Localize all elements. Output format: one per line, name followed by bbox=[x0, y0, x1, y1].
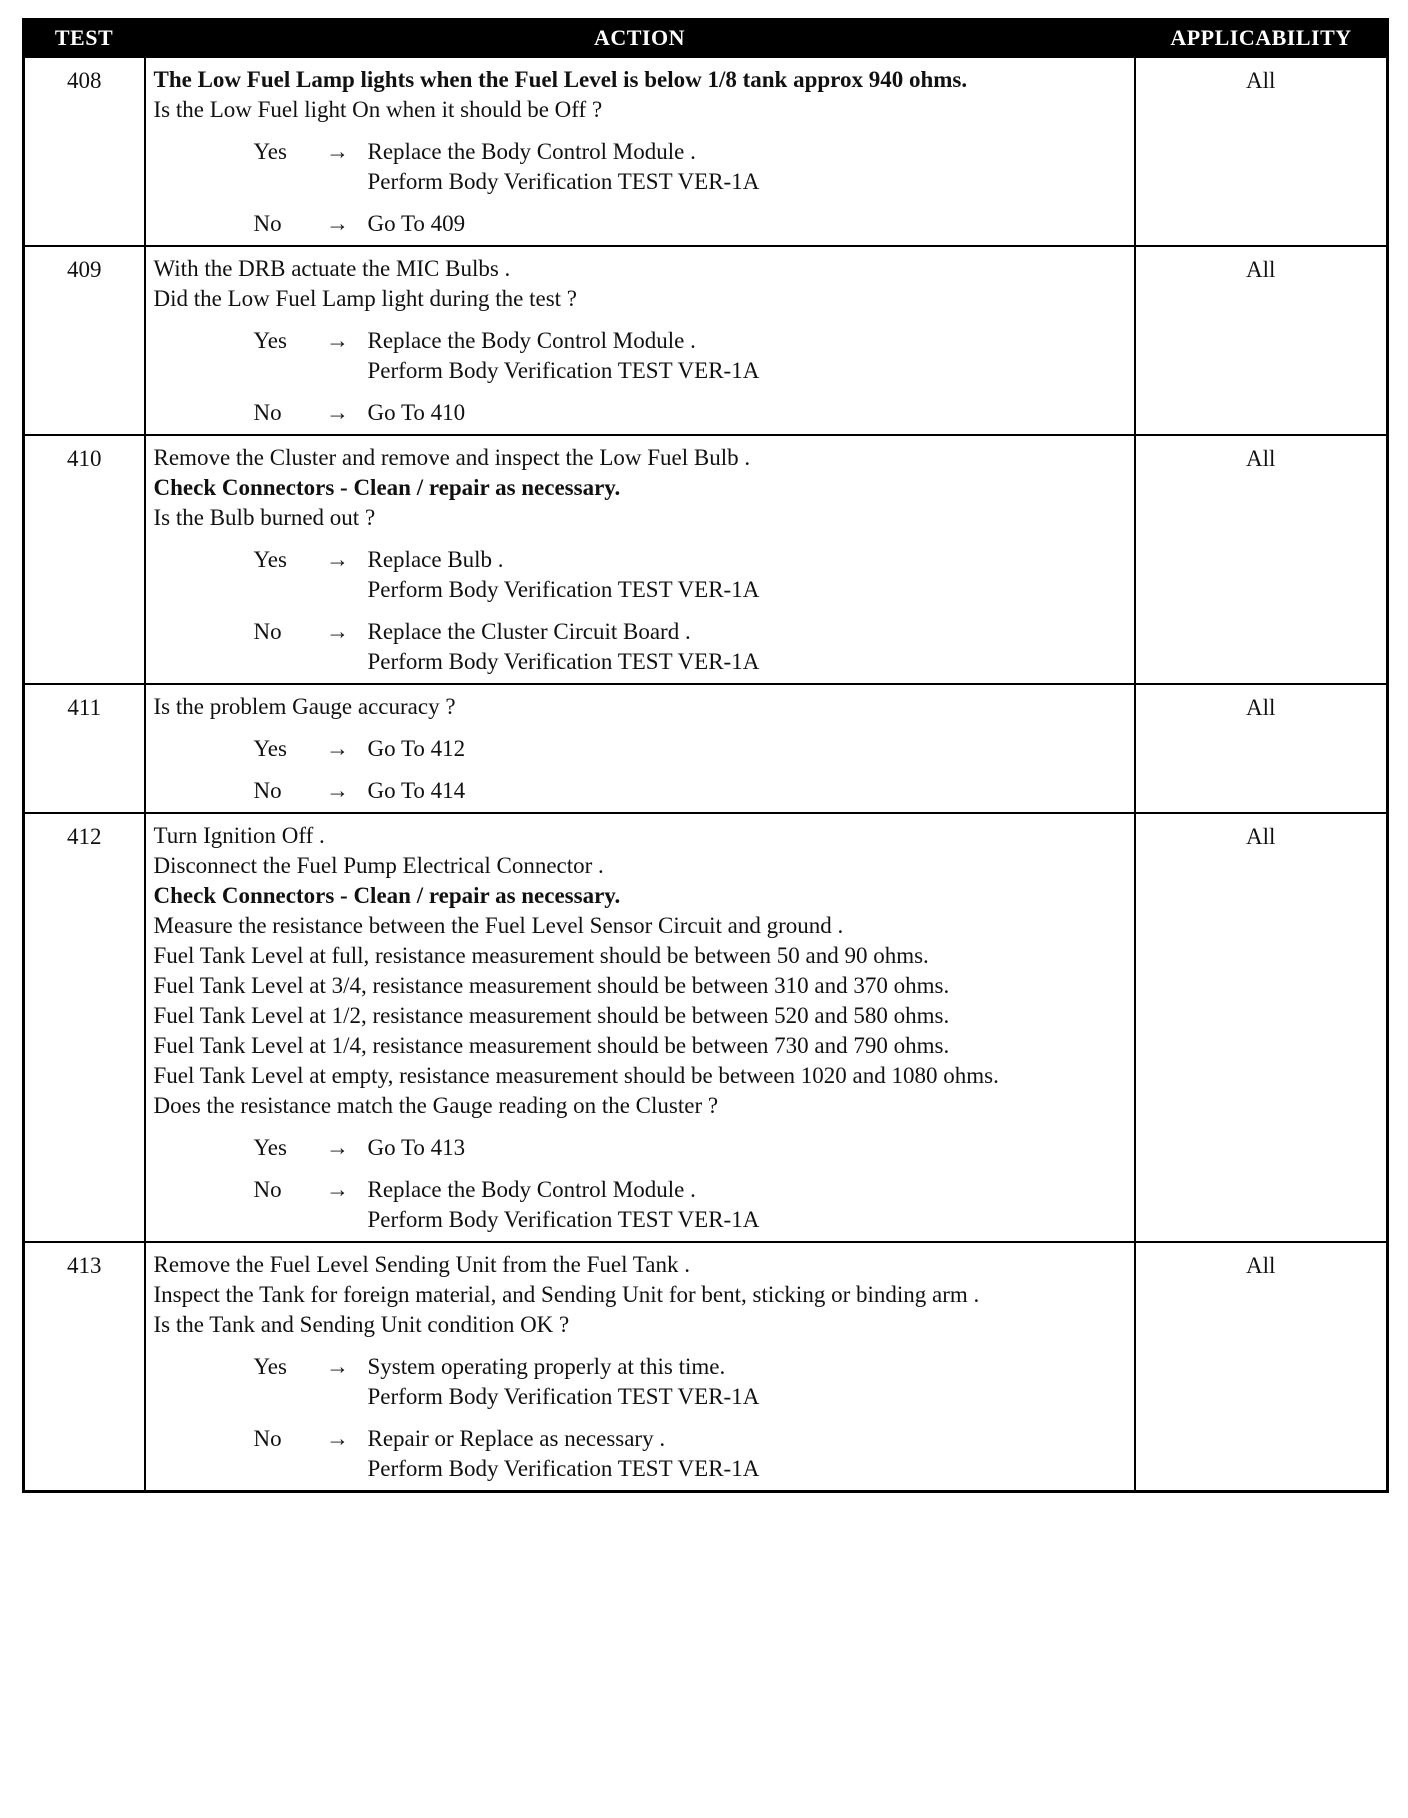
table-row bbox=[24, 246, 1388, 435]
branch-no bbox=[254, 398, 1126, 428]
branch-result bbox=[368, 1352, 1126, 1412]
header-action: ACTION bbox=[145, 20, 1135, 57]
branch-no bbox=[254, 209, 1126, 239]
applicability-cell: All bbox=[1135, 1242, 1388, 1492]
result-line: Perform Body Verification TEST VER-1A bbox=[367, 358, 760, 383]
result-line: Replace the Body Control Module . bbox=[367, 328, 696, 353]
branch-list bbox=[154, 1133, 1126, 1235]
action-cell bbox=[145, 1242, 1135, 1492]
branch-label: No bbox=[253, 778, 282, 803]
table-body bbox=[24, 57, 1388, 1492]
action-text: Fuel Tank Level at 1/2, resistance measurement should be between 520 and 580 ohms. bbox=[153, 1003, 950, 1028]
header-applicability: APPLICABILITY bbox=[1135, 20, 1388, 57]
test-number: 408 bbox=[24, 57, 145, 247]
branch-no bbox=[254, 1175, 1126, 1235]
action-note: Check Connectors - Clean / repair as necessary. bbox=[153, 883, 621, 908]
branch-label: Yes bbox=[253, 139, 287, 164]
arrow-icon: → bbox=[326, 778, 349, 803]
arrow-icon: → bbox=[326, 1426, 349, 1451]
action-text: Is the Low Fuel light On when it should be Off ? bbox=[153, 97, 603, 122]
branch-yes bbox=[254, 734, 1126, 764]
table-row bbox=[24, 813, 1388, 1242]
branch-result bbox=[368, 1133, 1126, 1163]
action-cell bbox=[145, 435, 1135, 684]
branch-no bbox=[254, 776, 1126, 806]
branch-yes bbox=[254, 545, 1126, 605]
header-test: TEST bbox=[24, 20, 145, 57]
branch-result bbox=[368, 398, 1126, 428]
result-line: Go To 410 bbox=[367, 400, 466, 425]
action-text: Fuel Tank Level at empty, resistance measurement should be between 1020 and 1080 ohms. bbox=[153, 1063, 999, 1088]
table-row bbox=[24, 684, 1388, 813]
action-cell bbox=[145, 246, 1135, 435]
applicability-cell: All bbox=[1135, 57, 1388, 247]
branch-result bbox=[368, 734, 1126, 764]
branch-label: No bbox=[253, 211, 282, 236]
result-line: Perform Body Verification TEST VER-1A bbox=[367, 1456, 760, 1481]
branch-label: Yes bbox=[253, 547, 287, 572]
branch-label: Yes bbox=[253, 1354, 287, 1379]
action-text: Did the Low Fuel Lamp light during the test ? bbox=[153, 286, 578, 311]
table-row bbox=[24, 1242, 1388, 1492]
action-note: Check Connectors - Clean / repair as necessary. bbox=[153, 475, 621, 500]
branch-yes bbox=[254, 1133, 1126, 1163]
branch-label: No bbox=[253, 1177, 282, 1202]
result-line: Replace Bulb . bbox=[367, 547, 504, 572]
branch-list bbox=[154, 1352, 1126, 1484]
result-line: System operating properly at this time. bbox=[367, 1354, 726, 1379]
table-row bbox=[24, 435, 1388, 684]
result-line: Replace the Body Control Module . bbox=[367, 1177, 696, 1202]
test-number: 411 bbox=[24, 684, 145, 813]
result-line: Perform Body Verification TEST VER-1A bbox=[367, 169, 760, 194]
action-cell bbox=[145, 813, 1135, 1242]
table-header-row bbox=[24, 20, 1388, 57]
action-text: Is the Bulb burned out ? bbox=[153, 505, 376, 530]
branch-list bbox=[154, 734, 1126, 806]
test-number: 409 bbox=[24, 246, 145, 435]
applicability-cell: All bbox=[1135, 246, 1388, 435]
branch-yes bbox=[254, 326, 1126, 386]
action-text: Measure the resistance between the Fuel Level Sensor Circuit and ground . bbox=[153, 913, 844, 938]
result-line: Go To 414 bbox=[367, 778, 466, 803]
action-cell bbox=[145, 57, 1135, 247]
applicability-cell: All bbox=[1135, 435, 1388, 684]
branch-result bbox=[368, 1175, 1126, 1235]
arrow-icon: → bbox=[326, 139, 349, 164]
action-text: Fuel Tank Level at 3/4, resistance measurement should be between 310 and 370 ohms. bbox=[153, 973, 950, 998]
action-text: Remove the Fuel Level Sending Unit from the Fuel Tank . bbox=[153, 1252, 690, 1277]
branch-no bbox=[254, 1424, 1126, 1484]
action-text: Is the problem Gauge accuracy ? bbox=[153, 694, 456, 719]
branch-result bbox=[368, 545, 1126, 605]
test-number: 413 bbox=[24, 1242, 145, 1492]
applicability-cell: All bbox=[1135, 813, 1388, 1242]
result-line: Replace the Body Control Module . bbox=[367, 139, 696, 164]
diagnostic-test-sheet bbox=[22, 18, 1386, 1493]
arrow-icon: → bbox=[326, 736, 349, 761]
branch-list bbox=[154, 545, 1126, 677]
arrow-icon: → bbox=[326, 400, 349, 425]
branch-label: Yes bbox=[253, 1135, 287, 1160]
result-line: Go To 412 bbox=[367, 736, 466, 761]
branch-label: Yes bbox=[253, 736, 287, 761]
branch-no bbox=[254, 617, 1126, 677]
action-text: With the DRB actuate the MIC Bulbs . bbox=[153, 256, 511, 281]
arrow-icon: → bbox=[326, 211, 349, 236]
branch-result bbox=[368, 137, 1126, 197]
test-number: 410 bbox=[24, 435, 145, 684]
branch-label: No bbox=[253, 400, 282, 425]
branch-list bbox=[154, 326, 1126, 428]
action-cell bbox=[145, 684, 1135, 813]
action-text: Disconnect the Fuel Pump Electrical Connector . bbox=[153, 853, 604, 878]
action-text: Does the resistance match the Gauge reading on the Cluster ? bbox=[153, 1093, 719, 1118]
arrow-icon: → bbox=[326, 1177, 349, 1202]
action-note: The Low Fuel Lamp lights when the Fuel Level is below 1/8 tank approx 940 ohms. bbox=[153, 67, 968, 92]
result-line: Perform Body Verification TEST VER-1A bbox=[367, 1384, 760, 1409]
action-text: Is the Tank and Sending Unit condition OK ? bbox=[153, 1312, 570, 1337]
arrow-icon: → bbox=[326, 1135, 349, 1160]
result-line: Go To 413 bbox=[367, 1135, 466, 1160]
action-text: Remove the Cluster and remove and inspect the Low Fuel Bulb . bbox=[153, 445, 751, 470]
action-text: Inspect the Tank for foreign material, and Sending Unit for bent, sticking or binding arm . bbox=[153, 1282, 980, 1307]
branch-result bbox=[368, 326, 1126, 386]
branch-label: No bbox=[253, 1426, 282, 1451]
branch-label: Yes bbox=[253, 328, 287, 353]
arrow-icon: → bbox=[326, 328, 349, 353]
result-line: Go To 409 bbox=[367, 211, 466, 236]
diagnostic-table bbox=[22, 18, 1389, 1493]
action-text: Fuel Tank Level at 1/4, resistance measurement should be between 730 and 790 ohms. bbox=[153, 1033, 950, 1058]
arrow-icon: → bbox=[326, 547, 349, 572]
branch-result bbox=[368, 1424, 1126, 1484]
branch-label: No bbox=[253, 619, 282, 644]
action-text: Turn Ignition Off . bbox=[153, 823, 325, 848]
result-line: Replace the Cluster Circuit Board . bbox=[367, 619, 691, 644]
branch-result bbox=[368, 617, 1126, 677]
result-line: Perform Body Verification TEST VER-1A bbox=[367, 577, 760, 602]
result-line: Perform Body Verification TEST VER-1A bbox=[367, 1207, 760, 1232]
branch-list bbox=[154, 137, 1126, 239]
branch-yes bbox=[254, 1352, 1126, 1412]
action-text: Fuel Tank Level at full, resistance measurement should be between 50 and 90 ohms. bbox=[153, 943, 929, 968]
applicability-cell: All bbox=[1135, 684, 1388, 813]
arrow-icon: → bbox=[326, 1354, 349, 1379]
test-number: 412 bbox=[24, 813, 145, 1242]
branch-result bbox=[368, 776, 1126, 806]
table-row bbox=[24, 57, 1388, 247]
arrow-icon: → bbox=[326, 619, 349, 644]
branch-result bbox=[368, 209, 1126, 239]
branch-yes bbox=[254, 137, 1126, 197]
result-line: Perform Body Verification TEST VER-1A bbox=[367, 649, 760, 674]
result-line: Repair or Replace as necessary . bbox=[367, 1426, 666, 1451]
